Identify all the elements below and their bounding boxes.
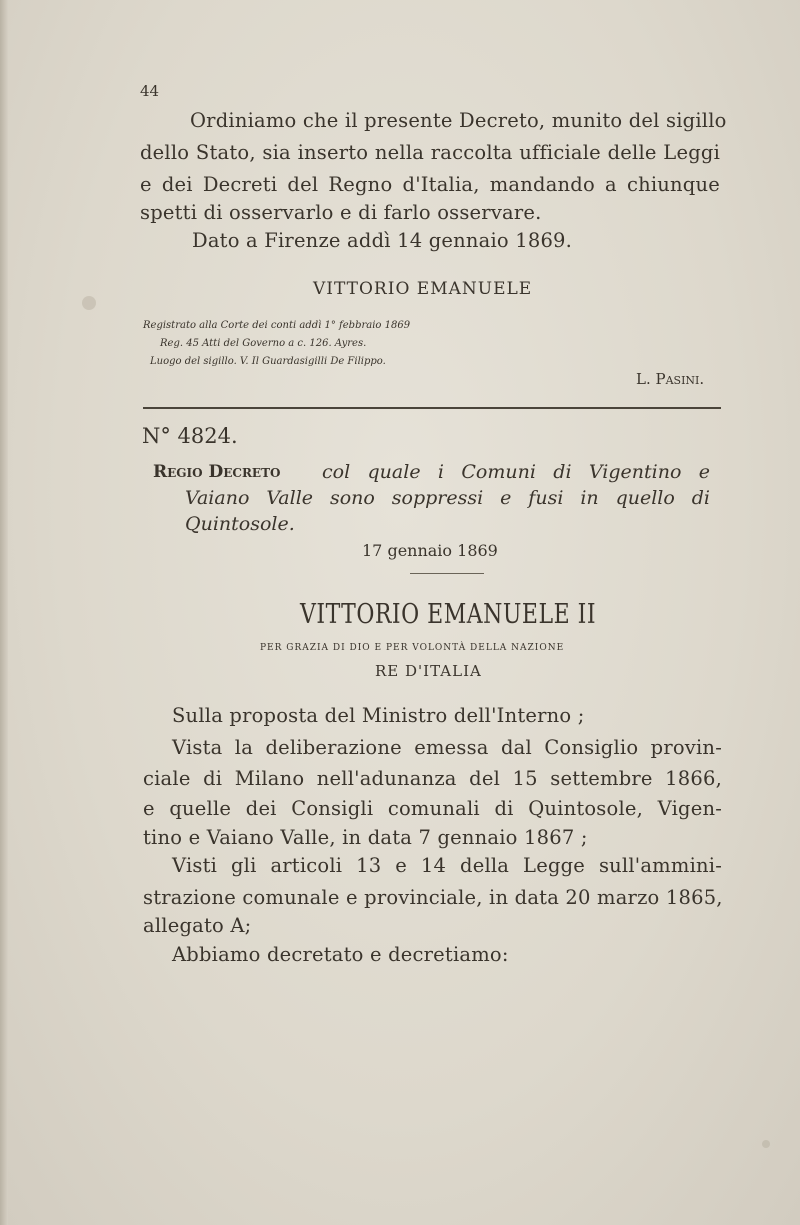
registration-line: Reg. 45 Atti del Governo a c. 126. Ayres. bbox=[160, 338, 367, 349]
decree-title-line: Quintosole. bbox=[185, 513, 295, 535]
text-line: Ordiniamo che il presente Decreto, munito del sigillo bbox=[190, 109, 727, 132]
body-line: Visti gli articoli 13 e 14 della Legge sull'ammini- bbox=[172, 854, 722, 877]
foxing-spot bbox=[82, 296, 96, 310]
section-divider bbox=[143, 407, 721, 409]
signature-king: VITTORIO EMANUELE bbox=[313, 279, 533, 299]
decree-title-lead: Regio Decreto bbox=[153, 462, 281, 482]
registration-line: Registrato alla Corte dei conti addì 1° febbraio 1869 bbox=[143, 320, 411, 331]
countersignature: L. Pasini. bbox=[636, 370, 705, 388]
body-line: e quelle dei Consigli comunali di Quintosole, Vigen- bbox=[143, 797, 722, 820]
grace-formula: PER GRAZIA DI DIO E PER VOLONTÀ DELLA NAZIONE bbox=[260, 643, 565, 653]
body-line: tino e Vaiano Valle, in data 7 gennaio 1867 ; bbox=[143, 826, 588, 849]
text-line: spetti di osservarlo e di farlo osservare. bbox=[140, 201, 542, 224]
page-number: 44 bbox=[140, 82, 160, 100]
body-line: Vista la deliberazione emessa dal Consiglio provin- bbox=[172, 736, 722, 759]
decree-title-line: col quale i Comuni di Vigentino e bbox=[322, 461, 710, 483]
date-line: Dato a Firenze addì 14 gennaio 1869. bbox=[192, 229, 573, 252]
decree-title-line: Vaiano Valle sono soppressi e fusi in quello di bbox=[185, 487, 710, 509]
decree-date: 17 gennaio 1869 bbox=[362, 541, 498, 560]
registration-line: Luogo del sigillo. V. Il Guardasigilli De Filippo. bbox=[150, 356, 386, 367]
re-ditalia: RE D'ITALIA bbox=[375, 662, 482, 680]
body-line: allegato A; bbox=[143, 914, 252, 937]
body-line: strazione comunale e provinciale, in data 20 marzo 1865, bbox=[143, 886, 723, 909]
body-line: Sulla proposta del Ministro dell'Interno ; bbox=[172, 704, 585, 727]
body-line: Abbiamo decretato e decretiamo: bbox=[172, 943, 509, 966]
text-line: e dei Decreti del Regno d'Italia, mandando a chiunque bbox=[140, 173, 720, 196]
date-underline bbox=[410, 573, 484, 574]
decree-number: N° 4824. bbox=[142, 424, 238, 448]
page-edge bbox=[0, 0, 8, 1225]
body-line: ciale di Milano nell'adunanza del 15 settembre 1866, bbox=[143, 767, 722, 790]
text-line: dello Stato, sia inserto nella raccolta ufficiale delle Leggi bbox=[140, 141, 720, 164]
king-name: VITTORIO EMANUELE II bbox=[300, 599, 597, 631]
foxing-spot bbox=[762, 1140, 770, 1148]
